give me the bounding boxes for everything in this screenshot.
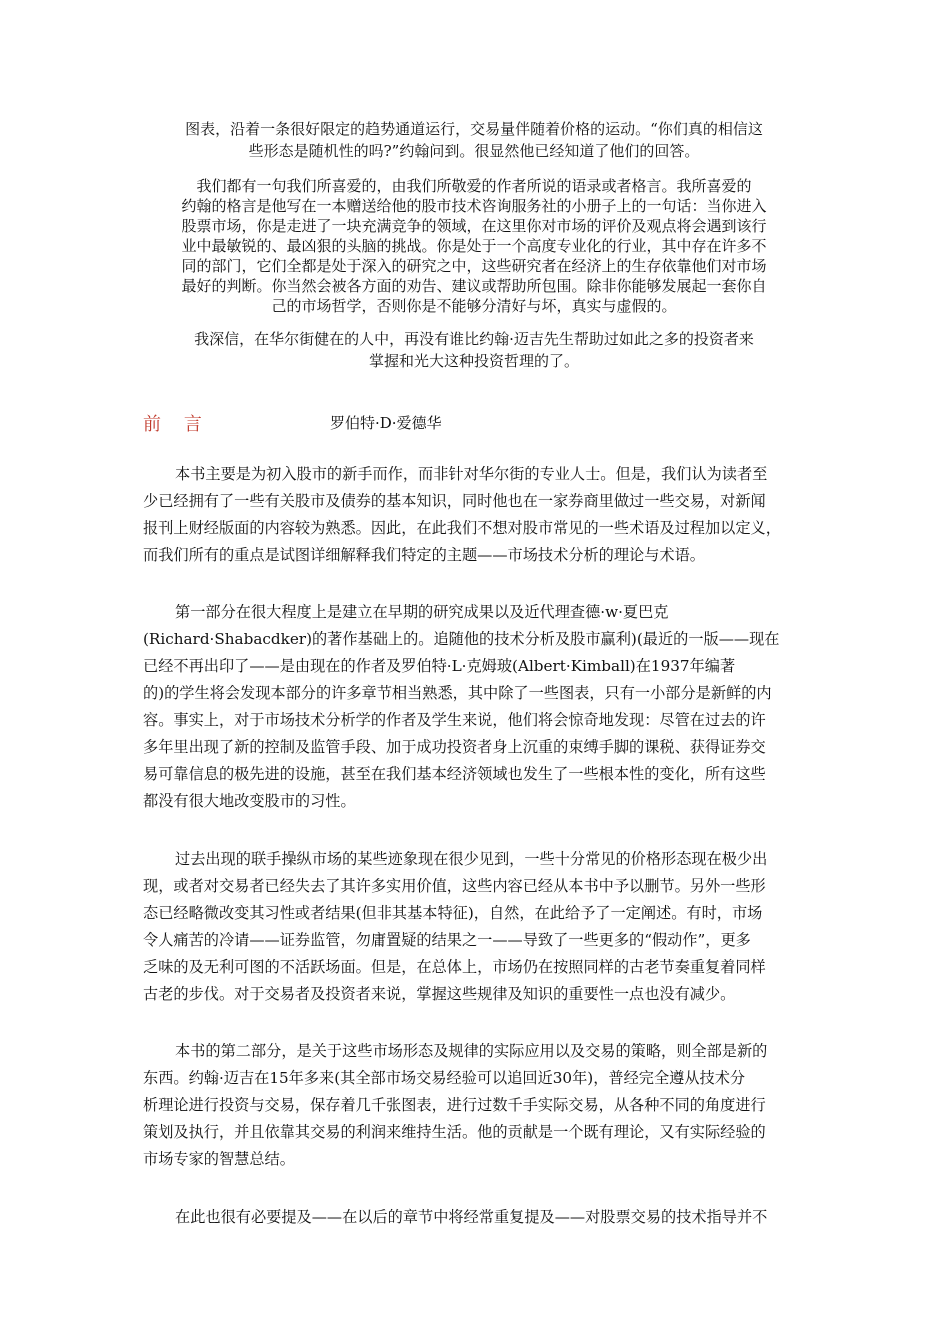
body-paragraph-1: 本书主要是为初入股市的新手而作，而非针对华尔街的专业人士。但是，我们认为读者至 少已经拥有了一些有关股市及债券的基本知识，同时他也在一家券商里做过一些交易，对新闻 报刊上财经版面的内容较为熟悉。因此，在此我们不想对股市常见的一些术语及过程加以定义， 而我们所有的重点是试图详细解释我们特定的主题——市场技术分析的理论与术语。 (143, 465, 781, 564)
preface-author: 罗伯特·D·爱德华 (330, 414, 442, 432)
preface-title: 前 言 (143, 414, 202, 435)
body-paragraph-5: 在此也很有必要提及——在以后的章节中将经常重复提及——对股票交易的技术指导并不 (175, 1208, 768, 1226)
epigraph-paragraph-2: 我们都有一句我们所喜爱的，由我们所敬爱的作者所说的语录或者格言。我所喜爱的 约翰的格言是他写在一本赠送给他的股市技术咨询服务社的小册子上的一句话：当你进入 股票市场，你是走进了一块充满竞争的领域，在这里你对市场的评价及观点将会遇到该行 业中最敏锐的、最凶狠的头脑的挑战。你是处于一个高度专业化的行业，其中存在许多不 同的部门，它们全都是处于深入的研究之中，这些研究者在经济上的生存依靠他们对市场 最好的判断。你当然会被各方面的劝告、建议或帮助所包围。除非你能够发展起一套你自 己的市场哲学，否则你是不能够分清好与坏，真实与虚假的。 (181, 177, 767, 315)
body-paragraph-2: 第一部分在很大程度上是建立在早期的研究成果以及近代理查德·w·夏巴克 (Richard·Shabacdker)的著作基础上的。追随他的技术分析及股市赢利)(最近的一版——现在 已经不再出印了——是由现在的作者及罗伯特·L·克姆玻(Albert·Kimball)在1937年编著 的)的学生将会发现本部分的许多章节相当熟悉，其中除了一些图表，只有一小部分是新鲜的内 容。事实上，对于市场技术分析学的作者及学生来说，他们将会惊奇地发现：尽管在过去的许 多年里出现了新的控制及监管手段、加于成功投资者身上沉重的束缚手脚的课税、获得证券交 易可靠信息的极先进的设施，甚至在我们基本经济领域也发生了一些根本性的变化，所有这些 都没有很大地改变股市的习性。 (143, 603, 780, 810)
body-paragraph-3: 过去出现的联手操纵市场的某些迹象现在很少见到，一些十分常见的价格形态现在极少出 现，或者对交易者已经失去了其许多实用价值，这些内容已经从本书中予以删节。另外一些形 态已经略微改变其习性或者结果(但非其基本特征)，自然，在此给予了一定阐述。有时，市场 令人痛苦的冷请——证券监管，勿庸置疑的结果之一——导致了一些更多的“假动作”，更多 乏味的及无利可图的不活跃场面。但是，在总体上，市场仍在按照同样的古老节奏重复着同样 古老的步伐。对于交易者及投资者来说，掌握这些规律及知识的重要性一点也没有减少。 (143, 850, 768, 1003)
epigraph-paragraph-3: 我深信，在华尔街健在的人中，再没有谁比约翰·迈吉先生帮助过如此之多的投资者来 掌握和光大这种投资哲理的了。 (194, 330, 754, 370)
epigraph-paragraph-1: 图表，沿着一条很好限定的趋势通道运行，交易量伴随着价格的运动。“你们真的相信这 些形态是随机性的吗?”约翰问到。很显然他已经知道了他们的回答。 (185, 120, 763, 160)
body-paragraph-4: 本书的第二部分，是关于这些市场形态及规律的实际应用以及交易的策略，则全部是新的 东西。约翰·迈吉在15年多来(其全部市场交易经验可以追回近30年)，普经完全遵从技术分 析理论进行投资与交易，保存着几千张图表，进行过数千手实际交易，从各种不同的角度进行 策划及执行，并且依靠其交易的利润来维持生活。他的贡献是一个既有理论，又有实际经验的 市场专家的智慧总结。 (143, 1042, 768, 1168)
